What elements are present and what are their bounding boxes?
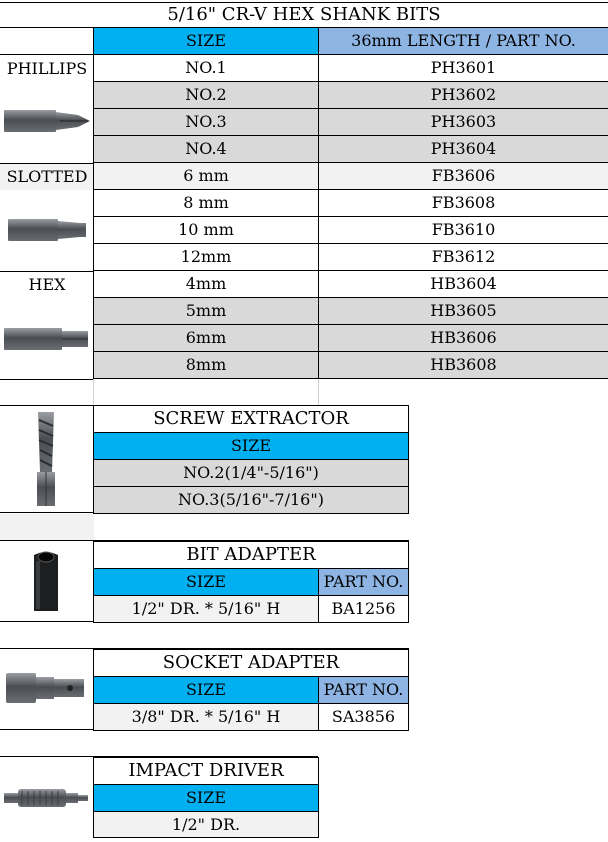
hex-bit-image: [0, 298, 93, 380]
group-label-phillips: PHILLIPS: [6, 58, 88, 78]
table-row-size: NO.3: [93, 108, 319, 136]
bit-adapter-title: BIT ADAPTER: [93, 541, 409, 569]
table-row-size: 8mm: [93, 351, 319, 379]
slotted-bit-image: [0, 190, 93, 272]
impact-driver-size-header: SIZE: [93, 784, 319, 812]
table-row-size: NO.1: [93, 54, 319, 82]
screw-extractor-row: NO.2(1/4"-5/16"): [93, 459, 409, 487]
group-label-slotted: SLOTTED: [0, 163, 94, 190]
table-row-part: FB3612: [318, 243, 608, 271]
spacer-line: [0, 729, 94, 730]
table-row-part: HB3608: [318, 351, 608, 379]
table-row-part: FB3606: [318, 162, 608, 190]
main-table-title: 5/16" CR-V HEX SHANK BITS: [0, 2, 608, 28]
main-part-header: 36mm LENGTH / PART NO.: [318, 27, 608, 55]
bit-adapter-size: 1/2" DR. * 5/16" H: [93, 595, 319, 623]
table-row-size: NO.2: [93, 81, 319, 109]
spacer-line: [318, 379, 319, 405]
screw-extractor-row: NO.3(5/16"-7/16"): [93, 486, 409, 514]
table-row-part: HB3606: [318, 324, 608, 352]
table-row-size: 10 mm: [93, 216, 319, 244]
socket-adapter-size-header: SIZE: [93, 676, 319, 704]
bit-adapter-part: BA1256: [318, 595, 409, 623]
spacer-line: [0, 621, 94, 622]
table-row-part: PH3602: [318, 81, 608, 109]
table-row-size: 12mm: [93, 243, 319, 271]
table-row-part: HB3605: [318, 297, 608, 325]
bit-adapter-image: [0, 541, 93, 622]
table-row-part: FB3608: [318, 189, 608, 217]
table-row-size: 8 mm: [93, 189, 319, 217]
table-row-part: FB3610: [318, 216, 608, 244]
group-label-hex: HEX: [28, 274, 66, 294]
spacer-band: [0, 514, 94, 540]
table-row-size: 6mm: [93, 324, 319, 352]
socket-adapter-title: SOCKET ADAPTER: [93, 649, 409, 677]
spacer-line: [93, 379, 94, 405]
socket-adapter-size: 3/8" DR. * 5/16" H: [93, 703, 319, 731]
bit-adapter-size-header: SIZE: [93, 568, 319, 596]
socket-adapter-part-header: PART NO.: [318, 676, 409, 704]
screw-extractor-image: [0, 405, 93, 513]
impact-driver-image: [0, 757, 93, 838]
table-row-part: PH3603: [318, 108, 608, 136]
table-row-size: 4mm: [93, 270, 319, 298]
main-size-header: SIZE: [93, 27, 319, 55]
screw-extractor-title: SCREW EXTRACTOR: [93, 405, 409, 433]
table-row-size: 6 mm: [93, 162, 319, 190]
socket-adapter-image: [0, 649, 93, 730]
table-row-part: PH3601: [318, 54, 608, 82]
table-row-size: NO.4: [93, 135, 319, 163]
socket-adapter-part: SA3856: [318, 703, 409, 731]
table-row-part: PH3604: [318, 135, 608, 163]
phillips-bit-image: [0, 82, 93, 164]
main-table-corner: [0, 28, 94, 55]
table-row-size: 5mm: [93, 297, 319, 325]
bit-adapter-part-header: PART NO.: [318, 568, 409, 596]
screw-extractor-size-header: SIZE: [93, 432, 409, 460]
impact-driver-size: 1/2" DR.: [93, 811, 319, 838]
impact-driver-title: IMPACT DRIVER: [93, 757, 319, 785]
table-row-part: HB3604: [318, 270, 608, 298]
